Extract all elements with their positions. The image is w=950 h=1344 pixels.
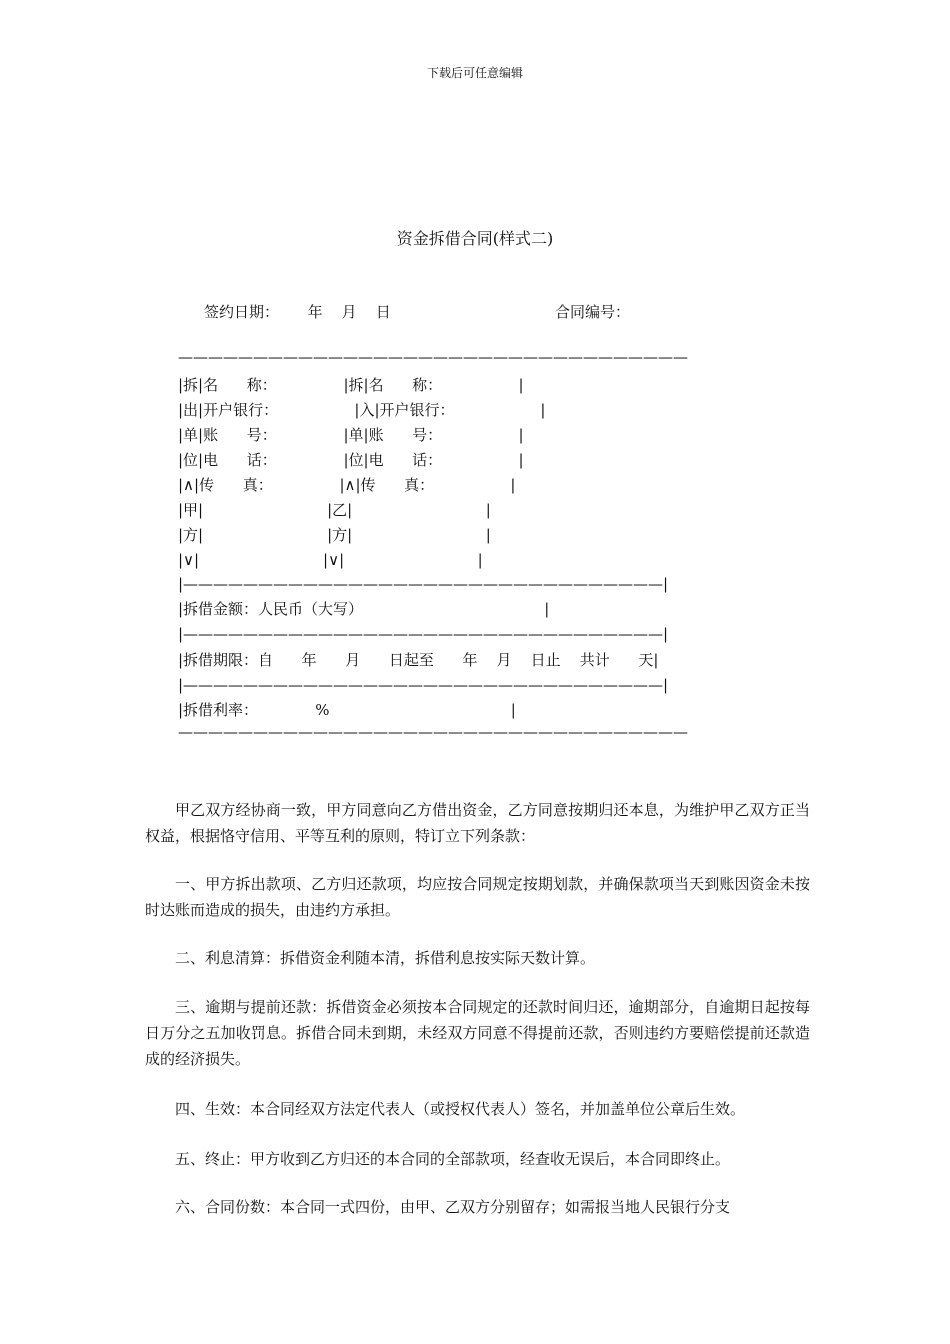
clause-paragraph-5: 五、终止：甲方收到乙方归还的本合同的全部款项，经查收无误后，本合同即终止。	[175, 1150, 731, 1168]
clause-paragraph-2: 二、利息清算：拆借资金利随本清，拆借利息按实际天数计算。	[175, 949, 596, 967]
form-row-rate: |拆借利率： % |	[178, 701, 516, 719]
sign-date-field: 签约日期： 年 月 日	[204, 303, 391, 321]
form-bottom-border: ——————————————————————————————————	[178, 723, 688, 741]
clause-paragraph-4: 四、生效：本合同经双方法定代表人（或授权代表人）签名，并加盖单位公章后生效。	[175, 1100, 746, 1118]
form-divider: |————————————————————————————————|	[178, 575, 669, 593]
form-row-party-a-b: |甲| |乙| |	[178, 501, 491, 519]
clause-paragraph-intro: 甲乙双方经协商一致，甲方同意向乙方借出资金，乙方同意按期归还本息，为维护甲乙双方正当权益，根据恪守信用、平等互利的原则，特订立下列条款：	[145, 801, 810, 845]
form-divider: |————————————————————————————————|	[178, 676, 669, 694]
contract-number-field: 合同编号：	[555, 303, 631, 321]
form-divider: |————————————————————————————————|	[178, 625, 669, 643]
form-row-amount: |拆借金额：人民币（大写） |	[178, 600, 550, 618]
form-row-account: |单|账 号： |单|账 号： |	[178, 426, 524, 444]
form-row-term: |拆借期限：自 年 月 日起至 年 月 日止 共计 天|	[178, 651, 659, 669]
form-row-name: |拆|名 称： |拆|名 称： |	[178, 376, 524, 394]
document-title: 资金拆借合同(样式二)	[396, 229, 554, 248]
form-row-arrow: |∨| |∨| |	[178, 551, 483, 569]
form-row-bank: |出|开户银行： |入|开户银行： |	[178, 401, 546, 419]
form-row-party: |方| |方| |	[178, 526, 491, 544]
clause-paragraph-1: 一、甲方拆出款项、乙方归还款项，均应按合同规定按期划款，并确保款项当天到账因资金未按时达账而造成的损失，由违约方承担。	[145, 875, 810, 919]
header-note: 下载后可任意编辑	[426, 66, 523, 80]
clause-paragraph-6: 六、合同份数：本合同一式四份，由甲、乙双方分别留存；如需报当地人民银行分支	[175, 1198, 731, 1216]
form-top-border: ——————————————————————————————————	[178, 348, 688, 366]
clause-paragraph-3: 三、逾期与提前还款：拆借资金必须按本合同规定的还款时间归还，逾期部分，自逾期日起按每日万分之五加收罚息。拆借合同未到期，未经双方同意不得提前还款，否则违约方要赔偿提前还款造成的经济损失。	[145, 998, 810, 1068]
form-row-phone: |位|电 话： |位|电 话： |	[178, 451, 524, 469]
form-row-fax: |∧|传 真： |∧|传 真： |	[178, 476, 516, 494]
